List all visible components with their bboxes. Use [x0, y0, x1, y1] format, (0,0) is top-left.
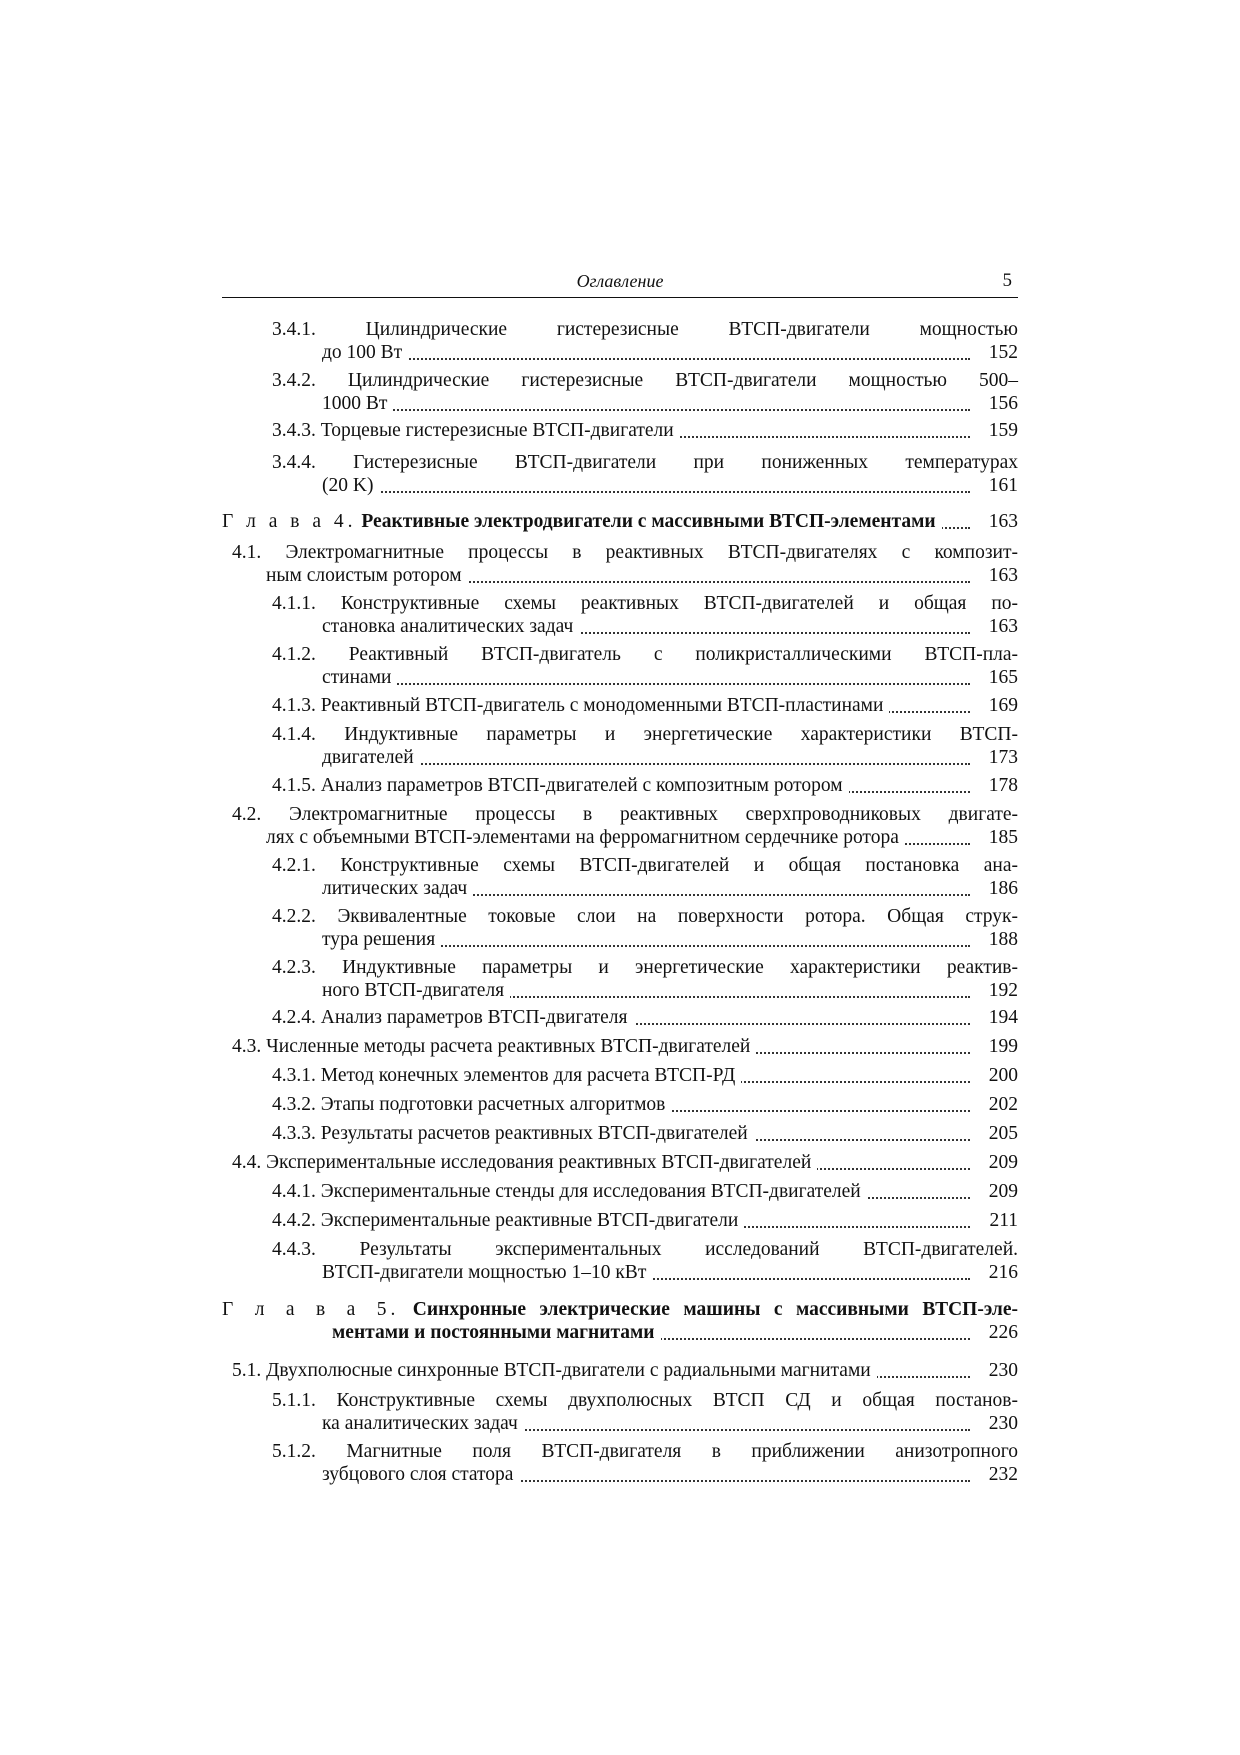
entry-page-number: 194 — [978, 1006, 1018, 1029]
entry-title: (20 K) — [322, 475, 374, 496]
entry-title: Электромагнитные процессы в реактивных ВТСП-двигателях с композит- — [285, 542, 1018, 563]
toc-entry[interactable] — [232, 1359, 1018, 1382]
toc-entry[interactable] — [272, 854, 1018, 900]
dot-leader — [322, 491, 970, 493]
entry-title: Анализ параметров ВТСП-двигателя — [320, 1007, 628, 1028]
entry-page-number: 230 — [978, 1412, 1018, 1435]
page-number: 5 — [1002, 270, 1012, 291]
toc-entry[interactable] — [232, 1151, 1018, 1174]
entry-page-number: 161 — [978, 474, 1018, 497]
entry-title: двигателей — [322, 747, 414, 768]
entry-page-number: 156 — [978, 392, 1018, 415]
toc-entry[interactable] — [272, 419, 1018, 442]
section-number: 4.3.3. — [272, 1123, 316, 1144]
section-number: 3.4.4. — [272, 452, 316, 473]
entry-page-number: 192 — [978, 979, 1018, 1002]
entry-title: ного ВТСП-двигателя — [322, 980, 505, 1001]
section-number: 4.1.3. — [272, 695, 316, 716]
section-number: 3.4.2. — [272, 370, 316, 391]
entry-title: Результаты экспериментальных исследований ВТСП-двигателей. — [359, 1239, 1018, 1260]
entry-title: ВТСП-двигатели мощностью 1–10 кВт — [322, 1262, 647, 1283]
entry-title: Индуктивные параметры и энергетические характеристики реактив- — [342, 957, 1019, 978]
entry-page-number: 188 — [978, 928, 1018, 951]
entry-page-number: 185 — [978, 826, 1018, 849]
toc-entry[interactable] — [272, 1440, 1018, 1486]
section-number: 4.4.2. — [272, 1210, 316, 1231]
section-number: 5.1.1. — [272, 1390, 316, 1411]
toc-entry[interactable] — [272, 723, 1018, 769]
entry-title: Эквивалентные токовые слои на поверхности ротора. Общая струк- — [337, 906, 1019, 927]
entry-title: лях с объемными ВТСП-элементами на ферромагнитном сердечнике ротора — [266, 827, 899, 848]
entry-title: Цилиндрические гистерезисные ВТСП-двигатели мощностью 500– — [347, 370, 1018, 391]
entry-title: Анализ параметров ВТСП-двигателей с композитным ротором — [320, 775, 843, 796]
entry-title: Магнитные поля ВТСП-двигателя в приближении анизотропного — [346, 1441, 1018, 1462]
entry-title: Электромагнитные процессы в реактивных сверхпроводниковых двигате- — [289, 804, 1019, 825]
section-number: 4.3. — [232, 1036, 262, 1057]
entry-title: ментами и постоянными магнитами — [332, 1322, 655, 1343]
entry-page-number: 232 — [978, 1463, 1018, 1486]
section-number: 4.2.4. — [272, 1007, 316, 1028]
entry-title: стинами — [322, 667, 392, 688]
section-number: 5.1. — [232, 1360, 262, 1381]
running-header-title: Оглавление — [576, 271, 664, 291]
entry-page-number: 163 — [978, 615, 1018, 638]
toc-entry[interactable] — [272, 1064, 1018, 1087]
entry-page-number: 211 — [978, 1209, 1018, 1232]
toc-entry[interactable] — [272, 694, 1018, 717]
entry-page-number: 186 — [978, 877, 1018, 900]
entry-title: Реактивный ВТСП-двигатель с поликристаллическими ВТСП-пла- — [348, 644, 1019, 665]
entry-page-number: 163 — [978, 510, 1018, 533]
section-number: 4.2.2. — [272, 906, 316, 927]
section-number: 4.3.2. — [272, 1094, 316, 1115]
entry-title: Экспериментальные исследования реактивных ВТСП-двигателей — [266, 1152, 812, 1173]
toc-entry[interactable] — [272, 451, 1018, 497]
chapter-label: Г л а в а 4. — [222, 511, 357, 532]
toc-entry[interactable] — [272, 1209, 1018, 1232]
entry-page-number: 205 — [978, 1122, 1018, 1145]
entry-title: Результаты расчетов реактивных ВТСП-двигателей — [320, 1123, 748, 1144]
section-number: 4.3.1. — [272, 1065, 316, 1086]
section-number: 4.2.3. — [272, 957, 316, 978]
entry-page-number: 165 — [978, 666, 1018, 689]
entry-title: Торцевые гистерезисные ВТСП-двигатели — [320, 420, 674, 441]
toc-entry[interactable] — [232, 803, 1018, 849]
entry-title: Реактивный ВТСП-двигатель с монодоменными ВТСП-пластинами — [320, 695, 884, 716]
toc-chapter-entry[interactable] — [222, 510, 1018, 533]
toc-entry[interactable] — [272, 643, 1018, 689]
entry-title: зубцового слоя статора — [322, 1464, 514, 1485]
section-number: 4.1.5. — [272, 775, 316, 796]
entry-title: Экспериментальные реактивные ВТСП-двигатели — [320, 1210, 739, 1231]
entry-page-number: 209 — [978, 1180, 1018, 1203]
section-number: 4.2. — [232, 804, 262, 825]
entry-page-number: 199 — [978, 1035, 1018, 1058]
entry-page-number: 200 — [978, 1064, 1018, 1087]
entry-title: ка аналитических задач — [322, 1413, 518, 1434]
dot-leader — [322, 683, 970, 685]
entry-title: Двухполюсные синхронные ВТСП-двигатели с радиальными магнитами — [266, 1360, 871, 1381]
toc-entry[interactable] — [272, 369, 1018, 415]
entry-title: Этапы подготовки расчетных алгоритмов — [320, 1094, 666, 1115]
section-number: 4.1.4. — [272, 724, 316, 745]
entry-title: Конструктивные схемы реактивных ВТСП-двигателей и общая по- — [340, 593, 1018, 614]
entry-page-number: 216 — [978, 1261, 1018, 1284]
section-number: 4.2.1. — [272, 855, 316, 876]
toc-entry[interactable] — [272, 1122, 1018, 1145]
entry-title: 1000 Вт — [322, 393, 388, 414]
toc-entry[interactable] — [272, 956, 1018, 1002]
entry-page-number: 159 — [978, 419, 1018, 442]
chapter-label: Г л а в а 5. — [222, 1299, 400, 1320]
entry-title: Синхронные электрические машины с массивными ВТСП-эле- — [412, 1299, 1018, 1320]
section-number: 3.4.3. — [272, 420, 316, 441]
entry-title: становка аналитических задач — [322, 616, 574, 637]
section-number: 4.1.1. — [272, 593, 316, 614]
section-number: 4.4. — [232, 1152, 262, 1173]
toc-entry[interactable] — [272, 1389, 1018, 1435]
entry-title: Цилиндрические гистерезисные ВТСП-двигатели мощностью — [365, 319, 1018, 340]
toc-chapter-entry[interactable] — [222, 1298, 1018, 1344]
entry-title: Конструктивные схемы ВТСП-двигателей и общая постановка ана- — [340, 855, 1019, 876]
entry-page-number: 226 — [978, 1321, 1018, 1344]
entry-title: Экспериментальные стенды для исследования ВТСП-двигателей — [320, 1181, 861, 1202]
entry-page-number: 163 — [978, 564, 1018, 587]
entry-title: Реактивные электродвигатели с массивными ВТСП-элементами — [361, 511, 936, 532]
section-number: 4.1. — [232, 542, 262, 563]
entry-title: Индуктивные параметры и энергетические характеристики ВТСП- — [344, 724, 1019, 745]
entry-page-number: 178 — [978, 774, 1018, 797]
section-number: 3.4.1. — [272, 319, 316, 340]
entry-page-number: 152 — [978, 341, 1018, 364]
toc-entry[interactable] — [272, 592, 1018, 638]
header-rule — [222, 297, 1018, 298]
entry-title: Метод конечных элементов для расчета ВТСП-РД — [320, 1065, 736, 1086]
entry-page-number: 173 — [978, 746, 1018, 769]
section-number: 4.4.3. — [272, 1239, 316, 1260]
toc-entry[interactable] — [272, 1093, 1018, 1116]
dot-leader — [322, 358, 970, 360]
dot-leader — [322, 409, 970, 411]
entry-title: тура решения — [322, 929, 436, 950]
toc-entry[interactable] — [272, 905, 1018, 951]
toc-entry[interactable] — [272, 1006, 1018, 1029]
section-number: 4.4.1. — [272, 1181, 316, 1202]
toc-entry[interactable] — [232, 1035, 1018, 1058]
toc-entry[interactable] — [232, 541, 1018, 587]
toc-entry[interactable] — [272, 774, 1018, 797]
entry-title: ным слоистым ротором — [266, 565, 462, 586]
toc-entry[interactable] — [272, 1180, 1018, 1203]
entry-title: Конструктивные схемы двухполюсных ВТСП СД и общая постанов- — [336, 1390, 1018, 1411]
section-number: 5.1.2. — [272, 1441, 316, 1462]
entry-title: литических задач — [322, 878, 468, 899]
entry-title: Гистерезисные ВТСП-двигатели при пониженных температурах — [353, 452, 1018, 473]
entry-title: Численные методы расчета реактивных ВТСП-двигателей — [266, 1036, 751, 1057]
toc-entry[interactable] — [272, 318, 1018, 364]
entry-page-number: 230 — [978, 1359, 1018, 1382]
entry-page-number: 209 — [978, 1151, 1018, 1174]
entry-page-number: 202 — [978, 1093, 1018, 1116]
entry-title: до 100 Вт — [322, 342, 403, 363]
entry-page-number: 169 — [978, 694, 1018, 717]
section-number: 4.1.2. — [272, 644, 316, 665]
toc-entry[interactable] — [272, 1238, 1018, 1284]
